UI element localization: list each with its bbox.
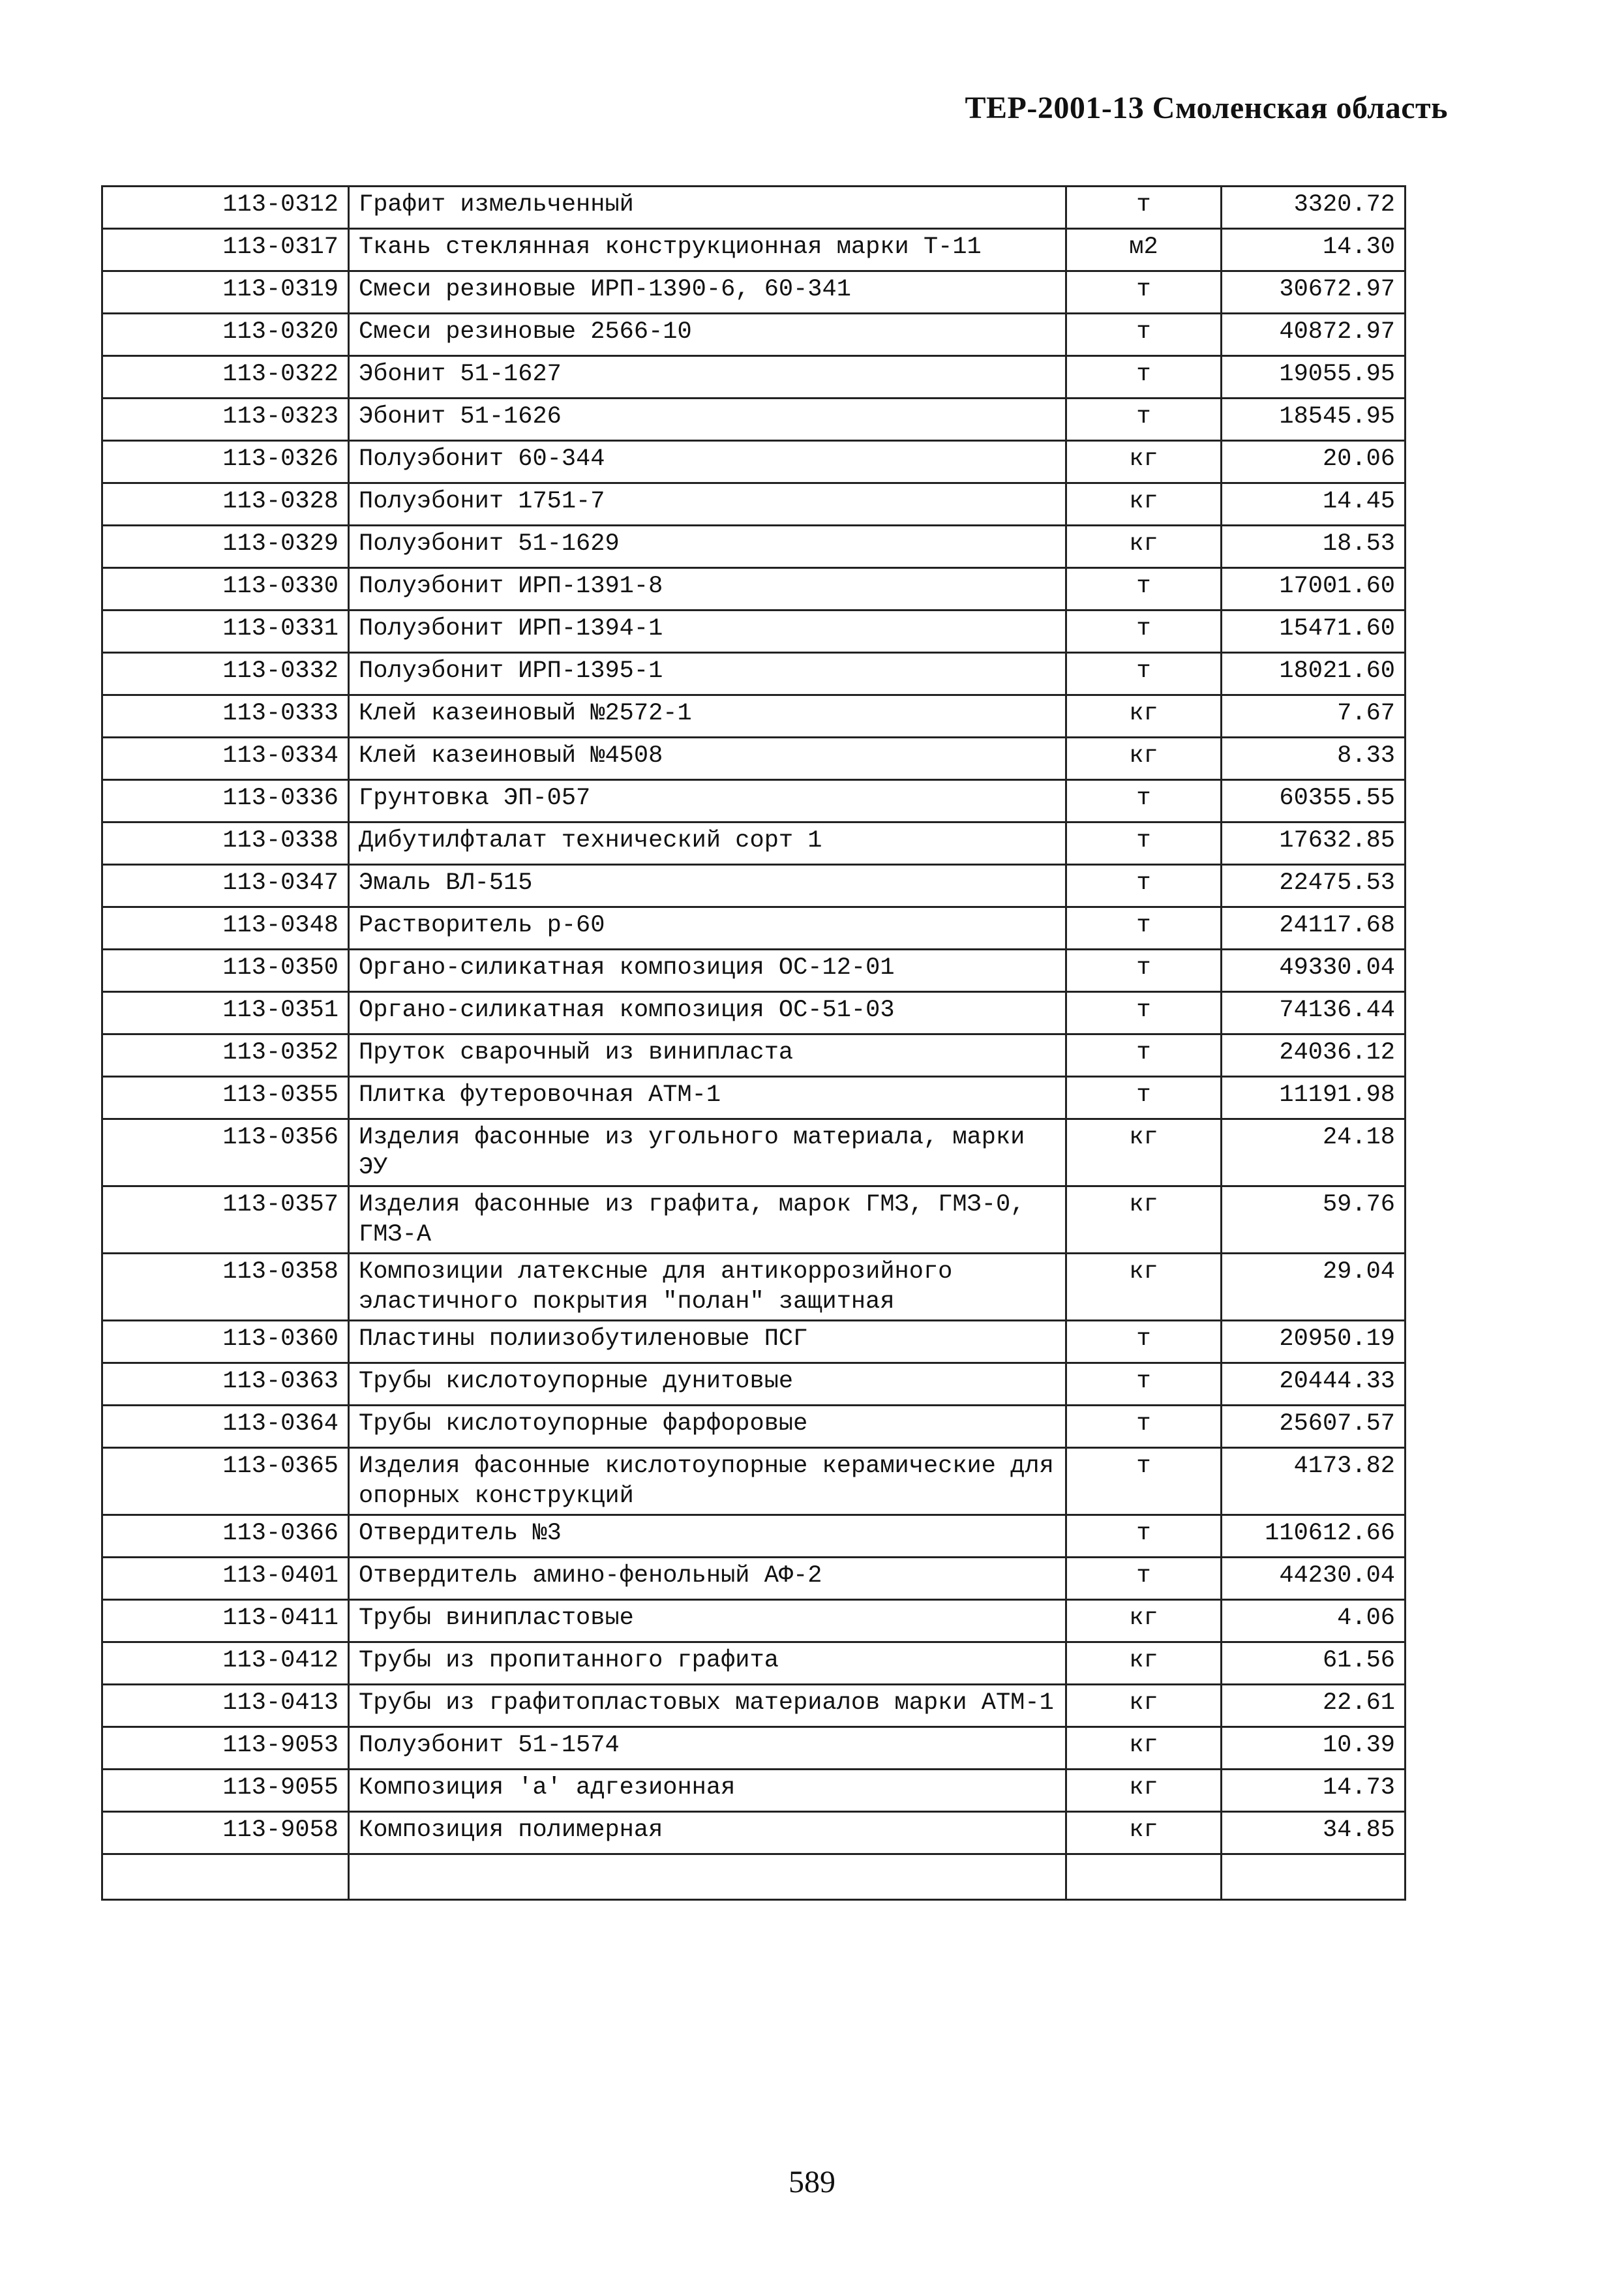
table-row [102, 1448, 1406, 1515]
table-row [102, 1254, 1406, 1321]
price-cell: 7.67 [1222, 695, 1406, 738]
code-cell: 113-0326 [102, 441, 349, 483]
table-row [102, 1363, 1406, 1406]
name-cell: Клей казеиновый №4508 [349, 738, 1066, 780]
unit-cell: т [1066, 356, 1222, 399]
price-cell: 20950.19 [1222, 1321, 1406, 1363]
unit-cell: т [1066, 1448, 1222, 1515]
unit-cell: кг [1066, 1812, 1222, 1854]
price-cell: 49330.04 [1222, 950, 1406, 992]
name-cell: Полуэбонит ИРП-1394-1 [349, 611, 1066, 653]
table-row [102, 950, 1406, 992]
name-cell: Трубы из графитопластовых материалов марки АТМ-1 [349, 1685, 1066, 1727]
unit-cell: т [1066, 780, 1222, 822]
table-row [102, 1812, 1406, 1854]
table-row [102, 1727, 1406, 1770]
price-cell: 4.06 [1222, 1600, 1406, 1642]
unit-cell: т [1066, 1034, 1222, 1077]
code-cell: 113-0334 [102, 738, 349, 780]
price-cell: 30672.97 [1222, 271, 1406, 314]
code-cell: 113-0312 [102, 187, 349, 229]
unit-cell: кг [1066, 1642, 1222, 1685]
name-cell: Трубы из пропитанного графита [349, 1642, 1066, 1685]
name-cell: Композиции латексные для антикоррозийного эластичного покрытия "полан" защитная [349, 1254, 1066, 1321]
name-cell: Композиция 'а' адгезионная [349, 1770, 1066, 1812]
name-cell: Изделия фасонные из графита, марок ГМЗ, ГМЗ-0, ГМЗ-А [349, 1186, 1066, 1254]
page-header-title: ТЕР-2001-13 Смоленская область [965, 91, 1448, 125]
unit-cell: кг [1066, 738, 1222, 780]
code-cell: 113-0336 [102, 780, 349, 822]
table-row [102, 1600, 1406, 1642]
code-cell: 113-0332 [102, 653, 349, 695]
table-row [102, 441, 1406, 483]
code-cell: 113-0412 [102, 1642, 349, 1685]
code-cell: 113-0360 [102, 1321, 349, 1363]
name-cell: Полуэбонит 60-344 [349, 441, 1066, 483]
table-row [102, 1515, 1406, 1558]
unit-cell: кг [1066, 526, 1222, 568]
name-cell: Ткань стеклянная конструкционная марки Т-11 [349, 229, 1066, 271]
unit-cell: т [1066, 1077, 1222, 1119]
name-cell: Трубы винипластовые [349, 1600, 1066, 1642]
code-cell: 113-0347 [102, 865, 349, 907]
code-cell: 113-0328 [102, 483, 349, 526]
table-row [102, 1119, 1406, 1186]
unit-cell: кг [1066, 1770, 1222, 1812]
table-row [102, 653, 1406, 695]
table-row [102, 1558, 1406, 1600]
code-cell: 113-0351 [102, 992, 349, 1034]
name-cell: Эбонит 51-1627 [349, 356, 1066, 399]
price-cell: 44230.04 [1222, 1558, 1406, 1600]
code-cell: 113-0333 [102, 695, 349, 738]
name-cell: Трубы кислотоупорные фарфоровые [349, 1406, 1066, 1448]
name-cell: Изделия фасонные из угольного материала, марки ЭУ [349, 1119, 1066, 1186]
unit-cell: т [1066, 271, 1222, 314]
code-cell: 113-0320 [102, 314, 349, 356]
table-row [102, 1770, 1406, 1812]
name-cell: Грунтовка ЭП-057 [349, 780, 1066, 822]
table-row [102, 1186, 1406, 1254]
price-cell: 24.18 [1222, 1119, 1406, 1186]
price-cell: 34.85 [1222, 1812, 1406, 1854]
unit-cell: м2 [1066, 229, 1222, 271]
unit-cell: т [1066, 1363, 1222, 1406]
code-cell: 113-0317 [102, 229, 349, 271]
name-cell: Композиция полимерная [349, 1812, 1066, 1854]
price-cell: 14.45 [1222, 483, 1406, 526]
name-cell: Трубы кислотоупорные дунитовые [349, 1363, 1066, 1406]
unit-cell: кг [1066, 1727, 1222, 1770]
table-row [102, 568, 1406, 611]
unit-cell: кг [1066, 483, 1222, 526]
name-cell: Полуэбонит 51-1629 [349, 526, 1066, 568]
price-cell: 18545.95 [1222, 399, 1406, 441]
table-row [102, 1642, 1406, 1685]
code-cell: 113-0319 [102, 271, 349, 314]
empty-cell [349, 1854, 1066, 1900]
price-table-body [102, 187, 1406, 1900]
unit-cell: т [1066, 399, 1222, 441]
name-cell: Пруток сварочный из винипласта [349, 1034, 1066, 1077]
unit-cell: кг [1066, 695, 1222, 738]
price-cell: 14.30 [1222, 229, 1406, 271]
empty-cell [102, 1854, 349, 1900]
price-cell: 74136.44 [1222, 992, 1406, 1034]
empty-cell [1222, 1854, 1406, 1900]
price-cell: 19055.95 [1222, 356, 1406, 399]
code-cell: 113-0365 [102, 1448, 349, 1515]
table-row [102, 695, 1406, 738]
code-cell: 113-0330 [102, 568, 349, 611]
price-cell: 24036.12 [1222, 1034, 1406, 1077]
code-cell: 113-0364 [102, 1406, 349, 1448]
price-cell: 14.73 [1222, 1770, 1406, 1812]
name-cell: Полуэбонит 1751-7 [349, 483, 1066, 526]
table-row [102, 865, 1406, 907]
code-cell: 113-9058 [102, 1812, 349, 1854]
price-cell: 17632.85 [1222, 822, 1406, 865]
unit-cell: т [1066, 822, 1222, 865]
price-cell: 18.53 [1222, 526, 1406, 568]
code-cell: 113-0366 [102, 1515, 349, 1558]
code-cell: 113-0413 [102, 1685, 349, 1727]
name-cell: Клей казеиновый №2572-1 [349, 695, 1066, 738]
table-row [102, 526, 1406, 568]
name-cell: Графит измельченный [349, 187, 1066, 229]
price-cell: 17001.60 [1222, 568, 1406, 611]
price-cell: 11191.98 [1222, 1077, 1406, 1119]
unit-cell: т [1066, 865, 1222, 907]
unit-cell: т [1066, 314, 1222, 356]
code-cell: 113-0356 [102, 1119, 349, 1186]
name-cell: Полуэбонит ИРП-1391-8 [349, 568, 1066, 611]
code-cell: 113-0350 [102, 950, 349, 992]
table-row [102, 483, 1406, 526]
unit-cell: кг [1066, 1119, 1222, 1186]
price-cell: 4173.82 [1222, 1448, 1406, 1515]
code-cell: 113-0357 [102, 1186, 349, 1254]
table-row [102, 611, 1406, 653]
code-cell: 113-0322 [102, 356, 349, 399]
table-row [102, 738, 1406, 780]
name-cell: Отвердитель амино-фенольный АФ-2 [349, 1558, 1066, 1600]
table-row [102, 229, 1406, 271]
name-cell: Органо-силикатная композиция ОС-51-03 [349, 992, 1066, 1034]
name-cell: Растворитель р-60 [349, 907, 1066, 950]
name-cell: Изделия фасонные кислотоупорные керамические для опорных конструкций [349, 1448, 1066, 1515]
price-table [101, 185, 1406, 1901]
name-cell: Эбонит 51-1626 [349, 399, 1066, 441]
price-cell: 3320.72 [1222, 187, 1406, 229]
unit-cell: кг [1066, 1685, 1222, 1727]
name-cell: Органо-силикатная композиция ОС-12-01 [349, 950, 1066, 992]
table-row [102, 1321, 1406, 1363]
code-cell: 113-0411 [102, 1600, 349, 1642]
name-cell: Смеси резиновые ИРП-1390-6, 60-341 [349, 271, 1066, 314]
code-cell: 113-9055 [102, 1770, 349, 1812]
name-cell: Полуэбонит 51-1574 [349, 1727, 1066, 1770]
code-cell: 113-0355 [102, 1077, 349, 1119]
code-cell: 113-0401 [102, 1558, 349, 1600]
name-cell: Смеси резиновые 2566-10 [349, 314, 1066, 356]
unit-cell: т [1066, 1558, 1222, 1600]
name-cell: Полуэбонит ИРП-1395-1 [349, 653, 1066, 695]
name-cell: Плитка футеровочная АТМ-1 [349, 1077, 1066, 1119]
unit-cell: кг [1066, 1600, 1222, 1642]
table-row [102, 1077, 1406, 1119]
table-row [102, 992, 1406, 1034]
empty-cell [1066, 1854, 1222, 1900]
code-cell: 113-0348 [102, 907, 349, 950]
table-row [102, 907, 1406, 950]
price-cell: 24117.68 [1222, 907, 1406, 950]
name-cell: Эмаль ВЛ-515 [349, 865, 1066, 907]
unit-cell: т [1066, 1406, 1222, 1448]
code-cell: 113-0331 [102, 611, 349, 653]
price-cell: 40872.97 [1222, 314, 1406, 356]
unit-cell: т [1066, 950, 1222, 992]
unit-cell: кг [1066, 441, 1222, 483]
price-cell: 22475.53 [1222, 865, 1406, 907]
price-cell: 29.04 [1222, 1254, 1406, 1321]
code-cell: 113-0329 [102, 526, 349, 568]
price-cell: 8.33 [1222, 738, 1406, 780]
unit-cell: т [1066, 611, 1222, 653]
price-cell: 25607.57 [1222, 1406, 1406, 1448]
unit-cell: т [1066, 1515, 1222, 1558]
table-row [102, 271, 1406, 314]
price-cell: 60355.55 [1222, 780, 1406, 822]
unit-cell: т [1066, 187, 1222, 229]
table-row [102, 187, 1406, 229]
code-cell: 113-0352 [102, 1034, 349, 1077]
price-cell: 22.61 [1222, 1685, 1406, 1727]
price-cell: 10.39 [1222, 1727, 1406, 1770]
table-row [102, 1034, 1406, 1077]
code-cell: 113-0363 [102, 1363, 349, 1406]
table-row [102, 399, 1406, 441]
table-row [102, 356, 1406, 399]
page-number: 589 [789, 2165, 835, 2199]
unit-cell: т [1066, 992, 1222, 1034]
unit-cell: кг [1066, 1186, 1222, 1254]
table-row [102, 1685, 1406, 1727]
unit-cell: т [1066, 653, 1222, 695]
code-cell: 113-0338 [102, 822, 349, 865]
name-cell: Дибутилфталат технический сорт 1 [349, 822, 1066, 865]
price-cell: 61.56 [1222, 1642, 1406, 1685]
unit-cell: кг [1066, 1254, 1222, 1321]
price-cell: 15471.60 [1222, 611, 1406, 653]
price-cell: 20.06 [1222, 441, 1406, 483]
unit-cell: т [1066, 907, 1222, 950]
name-cell: Пластины полиизобутиленовые ПСГ [349, 1321, 1066, 1363]
table-row [102, 1406, 1406, 1448]
table-row [102, 314, 1406, 356]
unit-cell: т [1066, 1321, 1222, 1363]
price-cell: 110612.66 [1222, 1515, 1406, 1558]
table-row [102, 780, 1406, 822]
price-cell: 59.76 [1222, 1186, 1406, 1254]
unit-cell: т [1066, 568, 1222, 611]
code-cell: 113-0323 [102, 399, 349, 441]
code-cell: 113-9053 [102, 1727, 349, 1770]
code-cell: 113-0358 [102, 1254, 349, 1321]
table-filler-row [102, 1854, 1406, 1900]
name-cell: Отвердитель №3 [349, 1515, 1066, 1558]
price-cell: 20444.33 [1222, 1363, 1406, 1406]
price-cell: 18021.60 [1222, 653, 1406, 695]
table-row [102, 822, 1406, 865]
